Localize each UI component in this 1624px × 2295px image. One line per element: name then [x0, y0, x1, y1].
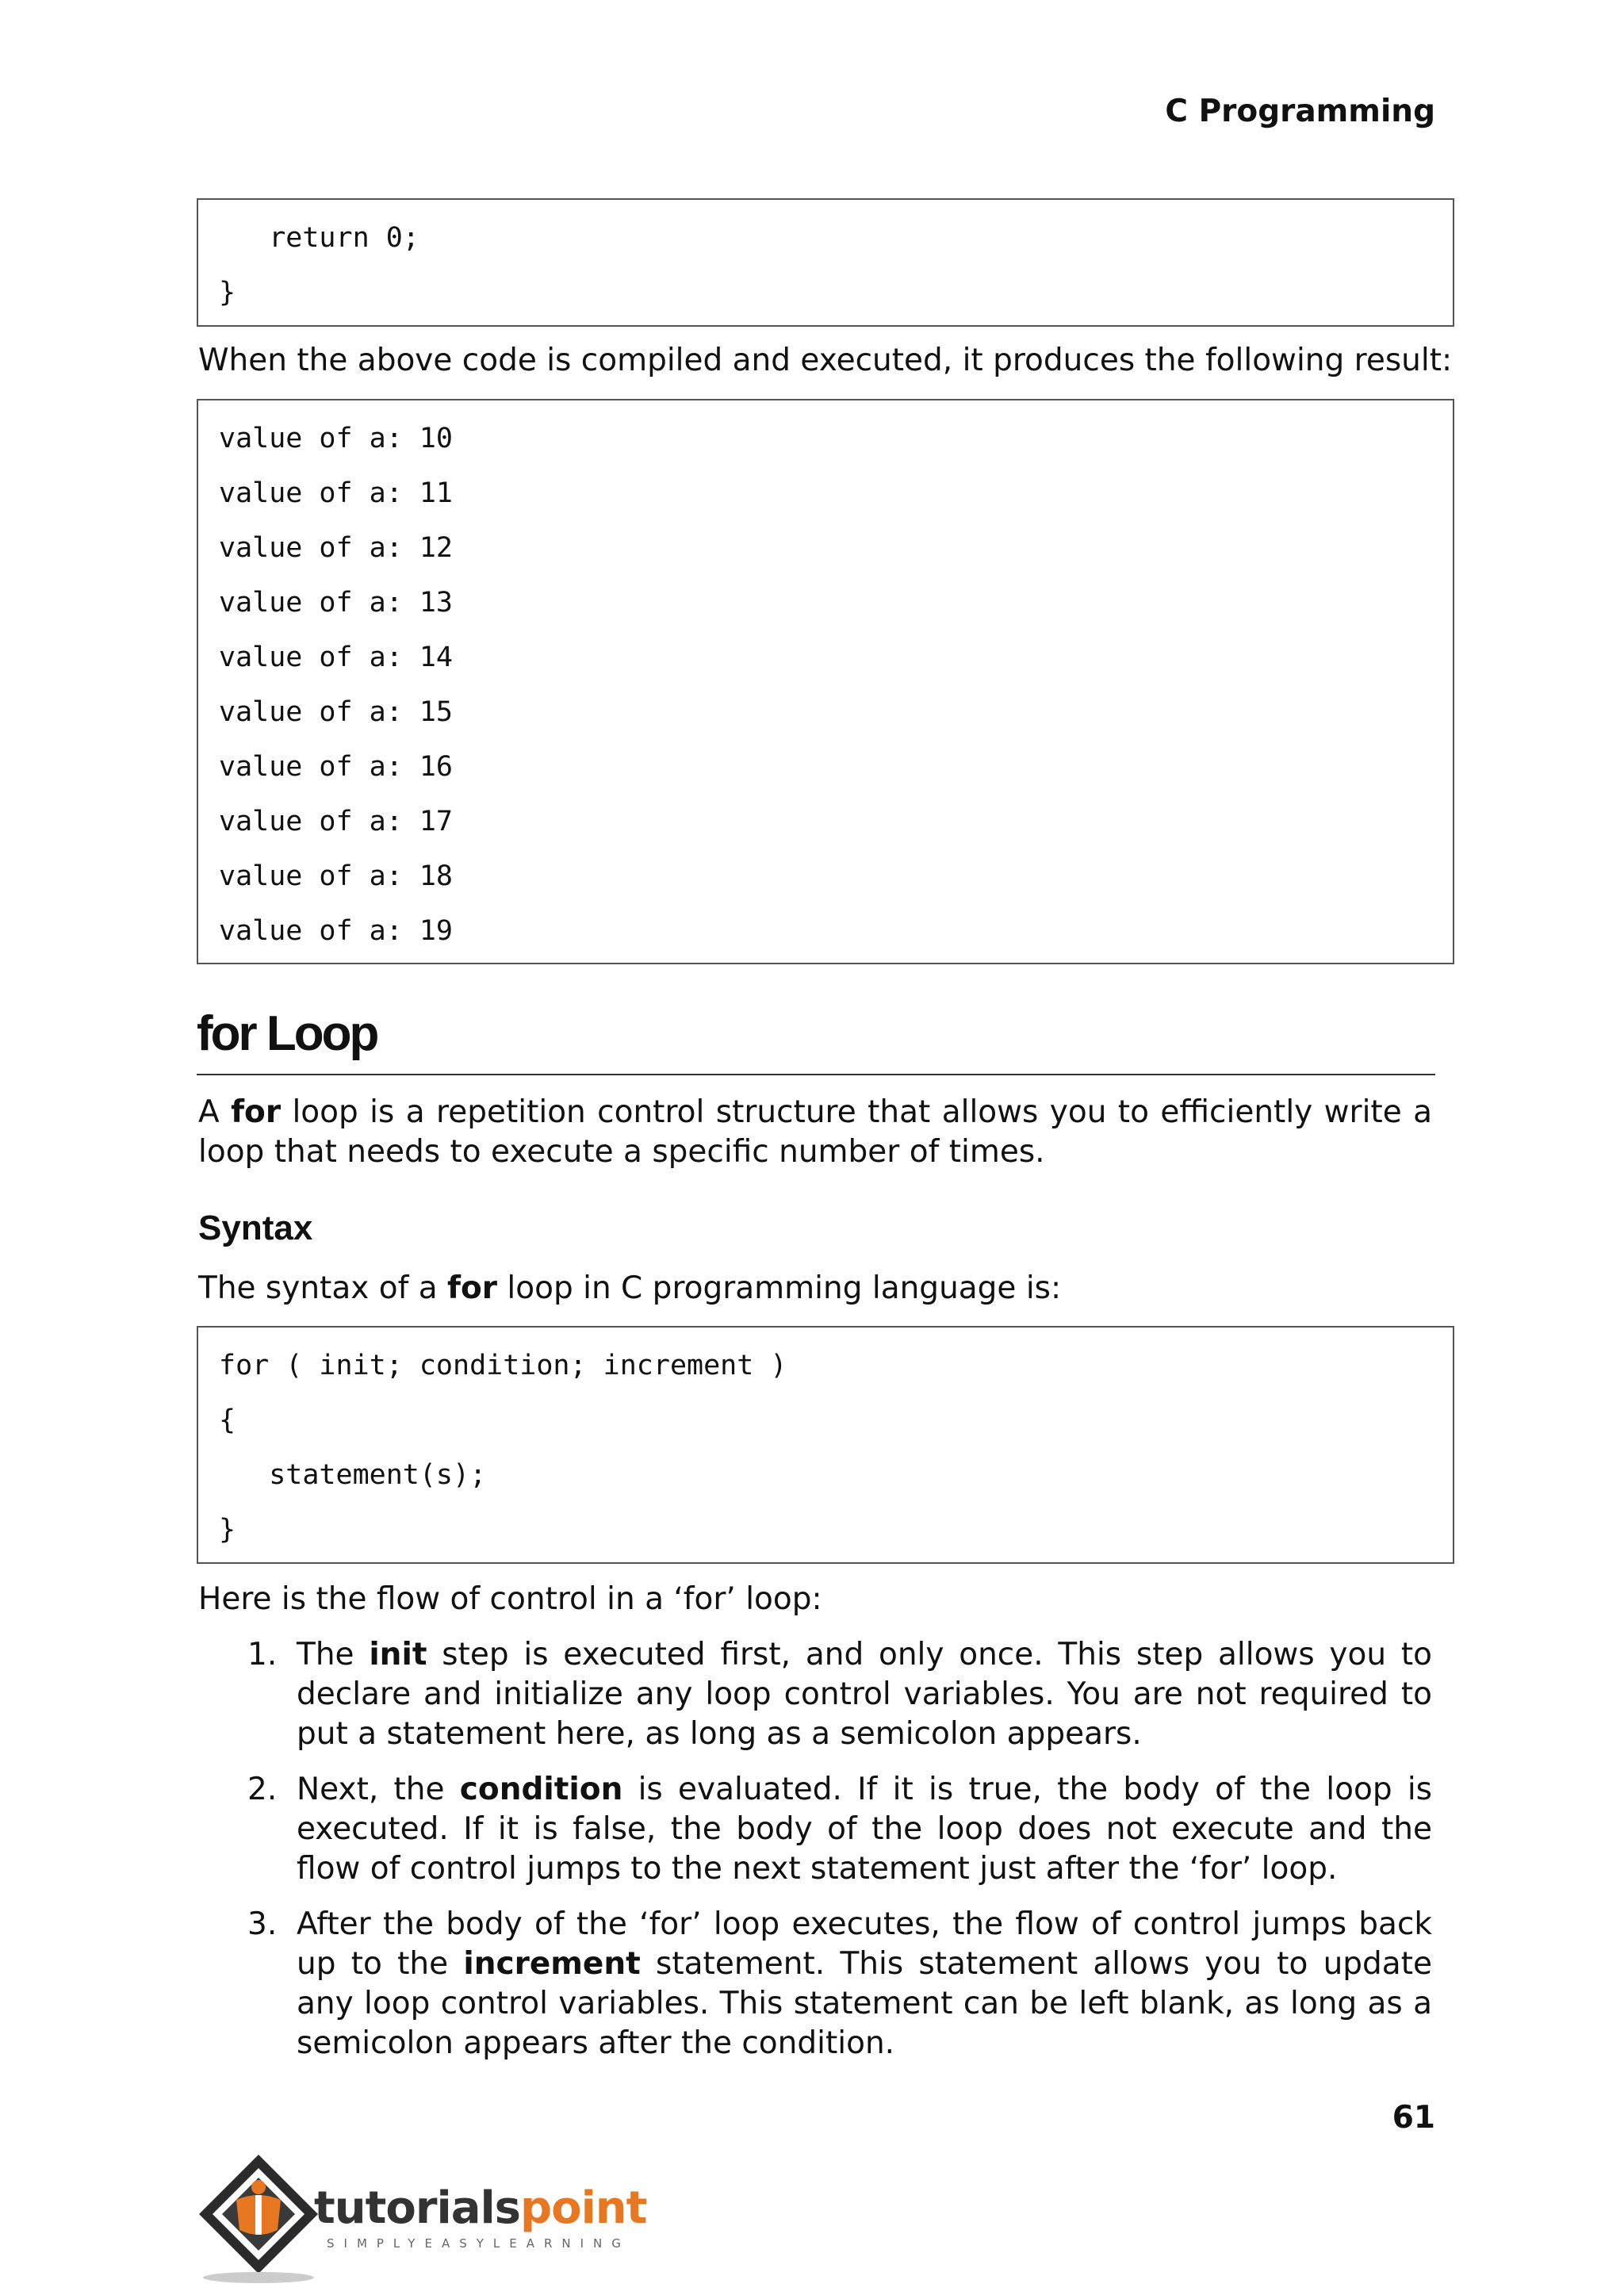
- output-line: value of a: 12: [219, 532, 454, 564]
- list-keyword: increment: [463, 1946, 641, 1982]
- code-line: statement(s);: [219, 1459, 487, 1491]
- intro-keyword: for: [231, 1094, 282, 1130]
- code-line: for ( init; condition; increment ): [219, 1350, 787, 1381]
- output-line: value of a: 10: [219, 423, 454, 454]
- list-text-part: The: [297, 1637, 370, 1672]
- output-line: value of a: 14: [219, 642, 454, 673]
- intro-text: A: [198, 1094, 232, 1130]
- list-item: [238, 1635, 1432, 1754]
- output-line: value of a: 18: [219, 860, 454, 892]
- page-number: 61: [1392, 2100, 1435, 2136]
- running-header: C Programming: [1165, 94, 1435, 129]
- code-line: }: [219, 1514, 236, 1546]
- output-line: value of a: 19: [219, 915, 454, 947]
- code-line: }: [219, 277, 236, 308]
- syntax-code-block: [197, 1326, 1454, 1564]
- list-text-part: Next, the: [297, 1772, 460, 1807]
- output-line: value of a: 16: [219, 751, 454, 783]
- result-intro: When the above code is compiled and executed, it produces the following result:: [198, 343, 1453, 378]
- flow-intro: Here is the flow of control in a ‘for’ loop:: [198, 1581, 822, 1617]
- list-item: [238, 1770, 1432, 1889]
- logo-text-part: tutorials: [314, 2182, 521, 2234]
- logo-wordmark: [314, 2182, 646, 2234]
- output-line: value of a: 11: [219, 477, 454, 509]
- code-line: {: [219, 1404, 236, 1436]
- list-number: 3.: [247, 1906, 278, 1942]
- list-number: 2.: [247, 1772, 278, 1807]
- list-text-part: statement. This statement allows you to update any loop control variables. This statement can be left blank, as long as a semicolon appears after the condition.: [297, 1946, 1432, 2061]
- list-keyword: condition: [459, 1772, 623, 1807]
- tutorialspoint-logo: [195, 2151, 647, 2289]
- list-text: [297, 1905, 1432, 2063]
- section-divider: [197, 1074, 1435, 1075]
- list-text-part: is evaluated. If it is true, the body of the loop is executed. If it is false, the body of the loop does not execute and the flow of control jumps to the next statement just after the ‘for’ loop.: [297, 1772, 1432, 1887]
- list-keyword: init: [369, 1637, 427, 1672]
- syntax-keyword: for: [447, 1270, 497, 1306]
- syntax-text: loop in C programming language is:: [497, 1270, 1062, 1306]
- flow-list: [238, 1635, 1432, 2079]
- section-title: for Loop: [197, 1006, 377, 1061]
- logo-text-part: point: [520, 2182, 647, 2234]
- output-line: value of a: 17: [219, 806, 454, 837]
- section-intro: [198, 1093, 1432, 1172]
- syntax-heading: Syntax: [198, 1209, 313, 1247]
- output-block: [197, 399, 1454, 964]
- intro-text: loop is a repetition control structure that allows you to efficiently write a loop that needs to execute a specific number of times.: [198, 1094, 1432, 1170]
- list-number: 1.: [247, 1637, 278, 1672]
- syntax-text: The syntax of a: [198, 1270, 447, 1306]
- output-line: value of a: 13: [219, 587, 454, 619]
- output-line: value of a: 15: [219, 696, 454, 728]
- list-text-part: After the body of the ‘for’ loop executes, the flow of control jumps back up to the: [297, 1906, 1432, 1982]
- code-line: return 0;: [219, 222, 419, 254]
- logo-tagline: SIMPLYEASYLEARNING: [327, 2236, 630, 2251]
- list-text: [297, 1635, 1432, 1754]
- syntax-intro: [198, 1269, 1432, 1308]
- list-text-part: step is executed first, and only once. This step allows you to declare and initialize any loop control variables. You are not required to put a statement here, as long as a semicolon appears.: [297, 1637, 1433, 1752]
- code-block-top: [197, 198, 1454, 327]
- list-item: [238, 1905, 1432, 2063]
- list-text: [297, 1770, 1432, 1889]
- logo-emblem-icon: [195, 2151, 322, 2285]
